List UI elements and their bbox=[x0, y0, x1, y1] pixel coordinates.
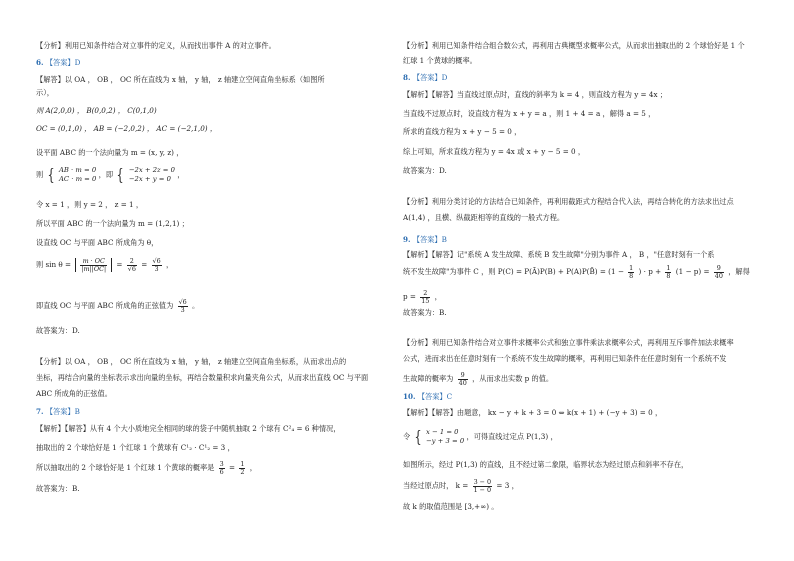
system-suffix: ， bbox=[177, 170, 185, 180]
q9-l3-suffix: ， bbox=[434, 292, 442, 302]
q9-frac2 bbox=[665, 265, 671, 279]
eq-sign: = bbox=[116, 260, 123, 270]
q6-normal-def: 设平面 ABC 的一个法向量为 m = (x, y, z) ， bbox=[36, 148, 184, 157]
eq-sign: = bbox=[229, 463, 236, 473]
q7-sol-l2: 抽取出的 2 个球恰好是 1 个红球 1 个黄球有 C¹₂ · C¹₂ = 3 ， bbox=[36, 443, 235, 452]
q9-l2-prefix: 统不发生故障"为事件 C ，则 P(C) = P(Ā)P(B) + P(A)P(B̄) = (1 − bbox=[403, 267, 624, 277]
q7-d1: 6 bbox=[219, 467, 224, 476]
q6-normal-result: 所以平面 ABC 的一个法向量为 m = (1,2,1) ； bbox=[36, 219, 189, 228]
q10-sys-eq1: x − 1 = 0 bbox=[425, 428, 459, 436]
q9-a3-prefix: 生故障的概率为 bbox=[403, 374, 454, 384]
q7-suffix: ， bbox=[249, 463, 257, 473]
q9-analysis-l2: 公式，进而求出在任意时刻有一个系统不发生故障的概率，再利用已知条件在任意时刻有一个系统不发 bbox=[403, 354, 727, 363]
q8-analysis-l2: A(1,4) ，且横、纵截距相等的直线的一般式方程。 bbox=[403, 213, 565, 222]
q10-sys-eq2: −y + 3 = 0 bbox=[425, 437, 465, 446]
q6-system bbox=[36, 166, 184, 184]
system-mid: ，即 bbox=[98, 170, 114, 180]
system-eq1: AB · m = 0 bbox=[58, 166, 97, 174]
q9-sol-l2 bbox=[403, 265, 750, 279]
q7-prefix: 所以抽取出的 2 个球恰好是 1 个红球 1 个黄球的概率是 bbox=[36, 463, 215, 473]
q9-answer bbox=[403, 236, 447, 243]
q9-n1: 1 bbox=[629, 264, 634, 272]
q7-answer-text: 【答案】B bbox=[45, 407, 80, 416]
system-eq2: AC · m = 0 bbox=[58, 175, 97, 184]
q7-frac1 bbox=[219, 461, 225, 475]
q9-analysis-l1: 【分析】利用已知条件结合对立事件求概率公式和独立事件乘法求概率公式，再利用互斥事件加法求概率 bbox=[403, 338, 734, 347]
q8-sol-l3: 所求的直线方程为 x + y − 5 = 0 ， bbox=[403, 127, 522, 136]
conclusion-num: √6 bbox=[178, 298, 187, 306]
sin-res-den: 3 bbox=[154, 264, 159, 273]
analysis-text: 【分析】利用已知条件结合对立事件的定义，从而找出事件 A 的对立事件。 bbox=[36, 41, 276, 50]
brace-icon: { bbox=[414, 427, 422, 447]
q9-l2-mid2: (1 − p) = bbox=[675, 267, 710, 277]
system-prefix: 则 bbox=[36, 170, 44, 180]
brace-icon: { bbox=[116, 165, 125, 185]
q6-final: 故答案为：D. bbox=[36, 326, 80, 335]
conclusion-fraction bbox=[178, 299, 188, 313]
q7-n2: 1 bbox=[240, 460, 245, 468]
q9-number: 9. bbox=[403, 235, 411, 244]
q6-coords: 则 A(2,0,0) ， B(0,0,2) ， C(0,1,0) bbox=[36, 106, 157, 115]
q9-n3: 9 bbox=[714, 265, 724, 273]
q9-analysis-l3 bbox=[403, 372, 553, 386]
abs-bars bbox=[75, 258, 112, 272]
q7-n1: 3 bbox=[219, 460, 224, 468]
conclusion-den: 3 bbox=[180, 305, 185, 314]
q7-sol-l1: 【解析】【解答】从有 4 个大小质地完全相同的球的袋子中随机抽取 2 个球有 C²₄ = 6 种情况， bbox=[36, 424, 341, 433]
q6-conclusion bbox=[36, 299, 199, 313]
q6-number: 6. bbox=[36, 58, 44, 67]
q8-sol-l2: 当直线不过原点时，设直线方程为 x + y = a ，则 1 + 4 = a ，解得 a = 5 ， bbox=[403, 109, 656, 118]
sin-val-den: √6 bbox=[127, 264, 136, 273]
q8-answer-text: 【答案】D bbox=[412, 73, 448, 82]
q10-sys bbox=[426, 428, 464, 446]
q6-answer bbox=[36, 59, 80, 66]
q10-l4-prefix: 当经过原点时， k = bbox=[403, 481, 469, 491]
q6-solution-intro: 【解答】以 OA ， OB ， OC 所在直线为 x 轴， y 轴， z 轴建立空间直角坐标系（如图所 bbox=[36, 75, 325, 84]
q7-d2: 2 bbox=[240, 467, 245, 476]
q8-final: 故答案为：D. bbox=[403, 166, 447, 175]
q6-analysis-l3: ABC 所成角的正弦值。 bbox=[36, 389, 112, 398]
brace-icon: { bbox=[47, 165, 55, 185]
eq-sign: = bbox=[141, 260, 148, 270]
q6-sin-formula bbox=[36, 258, 173, 272]
q10-sol-l5: 故 k 的取值范围是 [3,+∞) 。 bbox=[403, 502, 499, 511]
q7-frac2 bbox=[239, 461, 245, 475]
q9-l3-prefix: p = bbox=[403, 292, 416, 302]
q9-final: 故答案为：B. bbox=[403, 308, 447, 317]
system-right bbox=[129, 166, 175, 184]
q10-answer bbox=[403, 393, 452, 400]
q10-k-num: 3 − 0 bbox=[473, 478, 492, 486]
q9-frac1 bbox=[628, 265, 634, 279]
q8-analysis-l1: 【分析】利用分类讨论的方法结合已知条件，再利用截距式方程结合代入法，再结合转化的方法求出过点 bbox=[403, 197, 734, 206]
q6-let: 令 x = 1 ，则 y = 2 ， z = 1 ， bbox=[36, 200, 144, 209]
q9-a3-num: 9 bbox=[458, 372, 468, 380]
q7-final: 故答案为：B. bbox=[36, 484, 80, 493]
q10-sol-l3: 如图所示，经过 P(1,3) 的直线，且不经过第二象限，临界状态为经过原点和斜率不存在， bbox=[403, 460, 689, 469]
q9-p-fraction bbox=[420, 290, 430, 304]
conclusion-prefix: 即直线 OC 与平面 ABC 所成角的正弦值为 bbox=[36, 301, 174, 311]
q9-p-den: 15 bbox=[421, 296, 430, 305]
q10-sys-prefix: 令 bbox=[403, 432, 411, 442]
q10-answer-text: 【答案】C bbox=[417, 392, 453, 401]
q9-sol-l1: 【解析】【解答】记"系统 A 发生故障、系统 B 发生故障"分别为事件 A ， B ，"任意时刻有一个系 bbox=[403, 250, 715, 259]
q9-d3: 40 bbox=[714, 271, 723, 280]
sin-fraction bbox=[80, 258, 107, 272]
sin-prefix: 则 sin θ = bbox=[36, 260, 72, 270]
system-left bbox=[59, 166, 96, 184]
q9-a3-suffix: ，从而求出实数 p 的值。 bbox=[472, 374, 554, 384]
q9-a3-den: 40 bbox=[458, 378, 467, 387]
sin-val-num: 2 bbox=[127, 258, 137, 266]
q10-k-fraction bbox=[473, 479, 493, 493]
q10-k-den: 1 − 0 bbox=[473, 485, 492, 494]
q7-answer bbox=[36, 408, 80, 415]
q6-analysis-l2: 坐标，再结合向量的坐标表示求出向量的坐标，再结合数量积求向量夹角公式，从而求出直线 OC 与平面 bbox=[36, 373, 369, 382]
q8-sol-l1: 【解析】【解答】当直线过原点时，直线的斜率为 k = 4 ，则直线方程为 y = 4x ； bbox=[403, 90, 667, 99]
q6-analysis-l1: 【分析】以 OA ， OB ， OC 所在直线为 x 轴， y 轴， z 轴建立空间直角坐标系，从而求出点的 bbox=[36, 357, 347, 366]
q9-d2: 8 bbox=[666, 271, 671, 280]
q9-n2: 1 bbox=[666, 264, 671, 272]
q9-l2-mid: ) · p + bbox=[638, 267, 662, 277]
sin-value-fraction bbox=[127, 258, 137, 272]
q9-p-num: 2 bbox=[420, 290, 430, 298]
q8-answer bbox=[403, 74, 447, 81]
q10-number: 10. bbox=[403, 392, 416, 401]
system-eq3: −2x + 2z = 0 bbox=[128, 166, 175, 174]
sin-num: m · OC bbox=[80, 258, 107, 266]
analysis-prev-l2: 红球 1 个黄球的概率。 bbox=[403, 56, 477, 65]
q8-number: 8. bbox=[403, 73, 411, 82]
q9-l2-suffix: ，解得 bbox=[728, 267, 750, 277]
sin-res-num: √6 bbox=[152, 257, 161, 265]
conclusion-suffix: 。 bbox=[192, 301, 200, 311]
q7-number: 7. bbox=[36, 407, 44, 416]
q10-sol-l1: 【解析】【解答】由题意， kx − y + k + 3 = 0 ⇔ k(x + 1) + (−y + 3) = 0 ， bbox=[403, 408, 663, 417]
system-eq4: −2x + y = 0 bbox=[128, 175, 171, 184]
q7-sol-l3 bbox=[36, 461, 257, 475]
sin-suffix: ， bbox=[165, 260, 174, 270]
sin-den: |m||OC| bbox=[81, 264, 107, 273]
q6-solution-intro-cont: 示）， bbox=[36, 88, 54, 97]
q6-vectors: OC = (0,1,0) ， AB = (−2,0,2) ， AC = (−2,1,0) ， bbox=[36, 124, 218, 133]
q9-frac3 bbox=[714, 265, 724, 279]
q10-l4-suffix: = 3 ， bbox=[496, 481, 519, 491]
q9-a3-fraction bbox=[458, 372, 468, 386]
analysis-prev-l1: 【分析】利用已知条件结合组合数公式，再利用古典概型求概率公式，从而求出抽取出的 2 个球恰好是 1 个 bbox=[403, 41, 745, 50]
q9-d1: 8 bbox=[629, 271, 634, 280]
q9-answer-text: 【答案】B bbox=[412, 235, 447, 244]
sin-result-fraction bbox=[152, 258, 162, 272]
q10-sys-suffix: ，可得直线过定点 P(1,3) ， bbox=[466, 432, 558, 442]
q6-answer-text: 【答案】D bbox=[45, 58, 81, 67]
q10-sol-l4 bbox=[403, 479, 519, 493]
q9-sol-l3 bbox=[403, 290, 442, 304]
q10-system bbox=[403, 428, 558, 446]
q8-sol-l4: 综上可知，所求直线方程为 y = 4x 或 x + y − 5 = 0 ， bbox=[403, 147, 586, 156]
q6-angle-def: 设直线 OC 与平面 ABC 所成角为 θ， bbox=[36, 238, 159, 247]
